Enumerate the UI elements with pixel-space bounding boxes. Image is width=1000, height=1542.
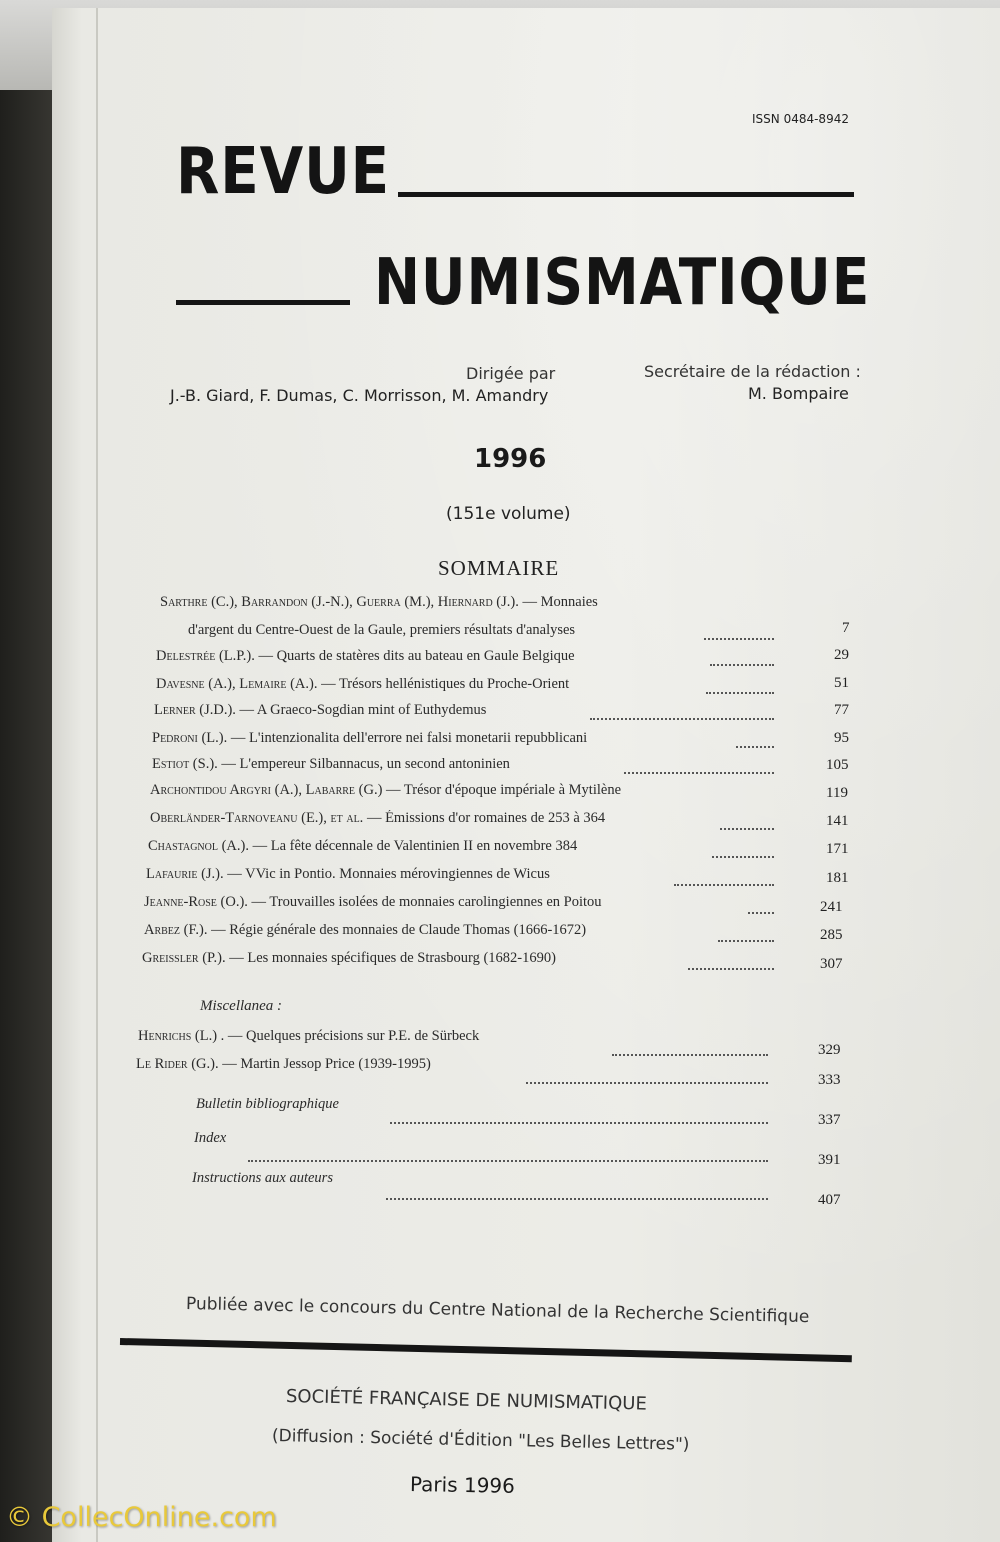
cnrs-support-note: Publiée avec le concours du Centre National de la Recherche Scientifique [185,1294,810,1328]
toc-page-number: 105 [826,757,849,773]
toc-page-number: 307 [820,956,843,972]
toc-title: — Monnaies [518,594,598,610]
toc-leader [624,772,774,774]
toc-page-number: 407 [818,1192,841,1208]
watermark: © ColleсOnline.com [6,1502,277,1533]
publication-year: 1996 [474,444,547,474]
toc-title: — L'empereur Silbannacus, un second antoninien [217,756,510,772]
title-numismatique: NUMISMATIQUE [374,246,871,320]
issn-number: ISSN 0484-8942 [752,112,849,126]
toc-title: — Les monnaies spécifiques de Strasbourg (1682-1690) [225,950,556,966]
toc-authors: Delestrée (L.P.). [156,648,255,664]
toc-leader [736,746,774,748]
toc-title: — A Graeco-Sogdian mint of Euthydemus [235,702,487,718]
title-revue: REVUE [176,135,391,209]
toc-entry [160,594,800,611]
toc-leader [688,968,774,970]
publisher-name: SOCIÉTÉ FRANÇAISE DE NUMISMATIQUE [285,1386,648,1415]
toc-leader [706,692,774,694]
toc-page-number: 333 [818,1072,841,1088]
toc-entry [150,782,764,799]
toc-leader [674,884,774,886]
toc-title: — Quarts de statères dits au bateau en Gaule Belgique [254,648,575,664]
toc-title: — Trésors hellénistiques du Proche-Orient [317,676,570,692]
toc-section-entry [196,1096,386,1113]
toc-page-number: 337 [818,1112,841,1128]
toc-page-number: 7 [842,620,850,636]
toc-authors: Pedroni (L.). [152,730,228,746]
toc-title: — Trouvailles isolées de monnaies carolingiennes en Poitou [247,894,602,910]
toc-entry [136,1056,526,1073]
toc-entry [156,676,696,693]
toc-entry [142,950,682,967]
toc-authors: Arbez (F.). [144,922,208,938]
toc-authors: Archontidou Argyri (A.), Labarre (G.) [150,782,383,798]
toc-leader [612,1054,768,1056]
toc-section-label: Bulletin bibliographique [196,1096,339,1112]
secretary-label: Secrétaire de la rédaction : [644,362,861,381]
toc-authors: Lerner (J.D.). [154,702,236,718]
toc-leader [390,1122,768,1124]
toc-authors: Davesne (A.), Lemaire (A.). [156,676,318,692]
toc-title: — Émissions d'or romaines de 253 à 364 [363,810,606,826]
toc-page-number: 29 [834,647,849,663]
toc-leader [386,1198,768,1200]
toc-leader [710,664,774,666]
toc-title: — Régie générale des monnaies de Claude Thomas (1666-1672) [207,922,587,938]
toc-page-number: 329 [818,1042,841,1058]
toc-leader [526,1082,768,1084]
toc-page-number: 141 [826,813,849,829]
toc-leader [590,718,774,720]
toc-section-entry [192,1170,382,1187]
toc-authors: Le Rider (G.). [136,1056,219,1072]
place-and-year: Paris 1996 [409,1472,516,1498]
toc-page-number: 181 [826,870,849,886]
toc-section-label: Instructions aux auteurs [192,1170,333,1186]
toc-leader [720,828,774,830]
toc-entry [148,838,708,855]
secretary-name: M. Bompaire [748,384,849,403]
toc-entry [156,648,706,665]
toc-entry-continuation [188,622,698,639]
toc-leader [704,638,774,640]
toc-authors: Greissler (P.). [142,950,226,966]
toc-entry [138,1028,614,1045]
toc-leader [718,940,774,942]
toc-title: — L'intenzionalita dell'errore nei falsi monetarii repubblicani [227,730,588,746]
toc-entry [144,894,744,911]
toc-entry [152,756,622,773]
toc-entry [146,866,670,883]
miscellanea-heading: Miscellanea : [200,998,283,1014]
toc-page-number: 119 [826,785,848,801]
toc-entry [150,810,716,827]
toc-page-number: 77 [834,702,849,718]
toc-title: — Quelques précisions sur P.E. de Sürbeck [224,1028,480,1044]
toc-page-number: 241 [820,899,843,915]
toc-leader [248,1160,768,1162]
toc-page-number: 171 [826,841,849,857]
editors-label: Dirigée par [466,364,556,383]
toc-entry [154,702,584,719]
toc-leader [748,912,774,914]
sommaire-heading: SOMMAIRE [438,556,560,580]
toc-authors: Oberländer-Tarnoveanu (E.), et al. [150,810,364,826]
toc-entry [144,922,710,939]
editors-names: J.-B. Giard, F. Dumas, C. Morrisson, M. Amandry [170,386,549,405]
volume-number: (151e volume) [446,504,571,524]
toc-section-label: Index [194,1130,227,1146]
toc-page-number: 95 [834,730,849,746]
toc-section-entry [194,1130,254,1147]
toc-authors: Jeanne-Rose (O.). [144,894,248,910]
toc-page-number: 391 [818,1152,841,1168]
toc-title-continuation: d'argent du Centre-Ouest de la Gaule, premiers résultats d'analyses [188,622,576,638]
toc-authors: Chastagnol (A.). [148,838,249,854]
toc-page-number: 51 [834,675,849,691]
toc-authors: Lafaurie (J.). [146,866,224,882]
toc-entry [152,730,732,747]
toc-title: — VVic in Pontio. Monnaies mérovingiennes de Wicus [223,866,550,882]
toc-authors: Henrichs (L.) . [138,1028,225,1044]
toc-title: — La fête décennale de Valentinien II en novembre 384 [248,838,578,854]
toc-leader [712,856,774,858]
toc-page-number: 285 [820,927,843,943]
toc-authors: Sarthre (C.), Barrandon (J.-N.), Guerra (M.), Hiernard (J.). [160,594,519,610]
toc-title: — Trésor d'époque impériale à Mytilène [382,782,622,798]
toc-authors: Estiot (S.). [152,756,218,772]
toc-title: — Martin Jessop Price (1939-1995) [218,1056,431,1072]
distribution-note: (Diffusion : Société d'Édition "Les Belles Lettres") [271,1426,690,1455]
